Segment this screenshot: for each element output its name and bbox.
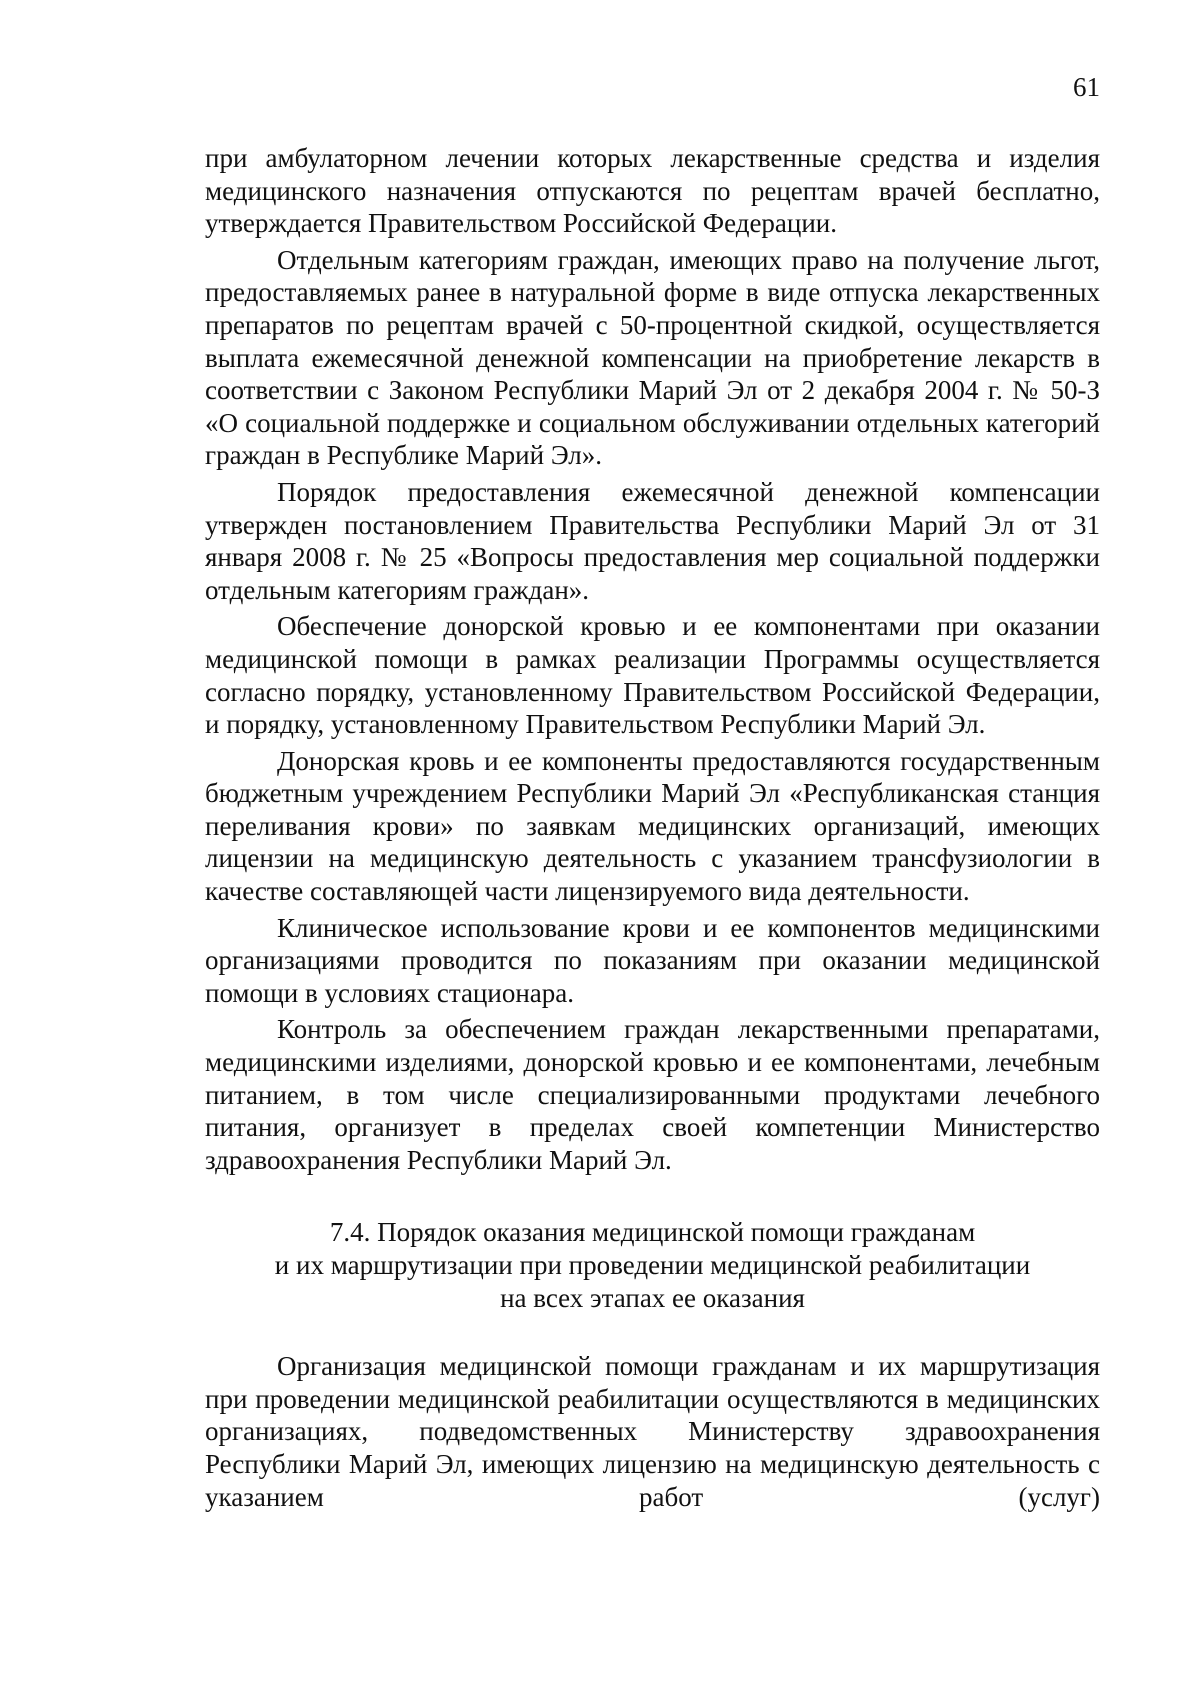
paragraph-3: Порядок предоставления ежемесячной денежной компенсации утвержден постановлением Правительства Республики Марий Эл от 31 января 2008 г. № 25 «Вопросы предоставления мер социальной поддержки отдельным категориям граждан».	[205, 476, 1100, 605]
paragraph-8: Организация медицинской помощи гражданам и их маршрутизация при проведении медицинской реабилитации осуществляются в медицинских организациях, подведомственных Министерству здравоохранения Республики Марий Эл, имеющих лицензию на медицинскую деятельность с указанием работ (услуг)	[205, 1351, 1100, 1512]
paragraph-6: Клиническое использование крови и ее компонентов медицинскими организациями проводится по показаниям при оказании медицинской помощи в условиях стационара.	[205, 912, 1100, 1008]
paragraph-7: Контроль за обеспечением граждан лекарственными препаратами, медицинскими изделиями, донорской кровью и ее компонентами, лечебным питанием, в том числе специализированными продуктами лечебного питания, организует в пределах своей компетенции Министерство здравоохранения Республики Марий Эл.	[205, 1014, 1100, 1175]
paragraph-1: при амбулаторном лечении которых лекарственные средства и изделия медицинского назначения отпускаются по рецептам врачей бесплатно, утверждается Правительством Российской Федерации.	[205, 143, 1100, 239]
paragraph-5: Донорская кровь и ее компоненты предоставляются государственным бюджетным учреждением Республики Марий Эл «Республиканская станция переливания крови» по заявкам медицинских организаций, имеющих лицензии на медицинскую деятельность с указанием трансфузиологии в качестве составляющей части лицензируемого вида деятельности.	[205, 745, 1100, 907]
section-heading-line-3: на всех этапах ее оказания	[500, 1282, 805, 1313]
section-heading	[205, 1216, 1100, 1314]
paragraph-4: Обеспечение донорской кровью и ее компонентами при оказании медицинской помощи в рамках реализации Программы осуществляется согласно порядку, установленному Правительством Российской Федерации, и порядку, установленному Правительством Республики Марий Эл.	[205, 611, 1100, 740]
paragraph-2: Отдельным категориям граждан, имеющих право на получение льгот, предоставляемых ранее в натуральной форме в виде отпуска лекарственных препаратов по рецептам врачей с 50-процентной скидкой, осуществляется выплата ежемесячной денежной компенсации на приобретение лекарств в соответствии с Законом Республики Марий Эл от 2 декабря 2004 г. № 50-З «О социальной поддержке и социальном обслуживании отдельных категорий граждан в Республике Марий Эл».	[205, 244, 1100, 471]
document-body	[205, 142, 1100, 1517]
section-heading-line-2: и их маршрутизации при проведении медицинской реабилитации	[274, 1250, 1031, 1280]
section-heading-line-1: 7.4. Порядок оказания медицинской помощи гражданам	[329, 1217, 976, 1248]
page-number: 61	[1073, 72, 1100, 102]
